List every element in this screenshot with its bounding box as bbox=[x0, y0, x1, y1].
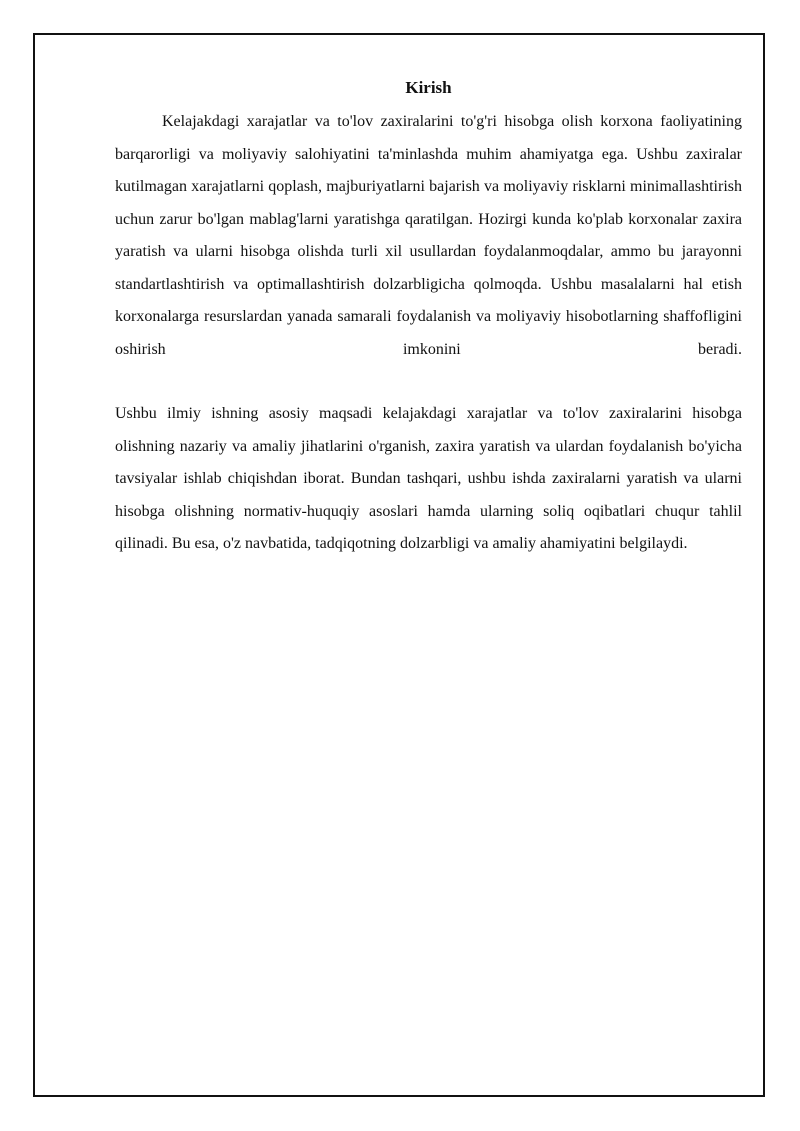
document-body bbox=[115, 74, 742, 561]
intro-paragraph-1: Kelajakdagi xarajatlar va to'lov zaxiralarini to'g'ri hisobga olish korxona faoliyatining barqarorligi va moliyaviy salohiyatini ta'minlashda muhim ahamiyatga ega. Ushbu zaxiralar kutilmagan xarajatlarni qoplash, majburiyatlarni bajarish va moliyaviy risklarni minimallashtirish uchun zarur bo'lgan mablag'larni yaratishga qaratilgan. Hozirgi kunda ko'plab korxonalar zaxira yaratish va ularni hisobga olishda turli xil usullardan foydalanmoqdalar, ammo bu jarayonni standartlashtirish va optimallashtirish dolzarbligicha qolmoqda. Ushbu masalalarni hal etish korxonalarga resurslardan yanada samarali foydalanish va moliyaviy hisobotlarning shaffofligini oshirish imkonini beradi. bbox=[115, 113, 742, 358]
intro-paragraph-2: Ushbu ilmiy ishning asosiy maqsadi kelajakdagi xarajatlar va to'lov zaxiralarini hisobga olishning nazariy va amaliy jihatlarini o'rganish, zaxira yaratish va ulardan foydalanish bo'yicha tavsiyalar ishlab chiqishdan iborat. Bundan tashqari, ushbu ishda zaxiralarni yaratish va ularni hisobga olishning normativ-huquqiy asoslari hamda ularning soliq oqibatlari chuqur tahlil qilinadi. Bu esa, o'z navbatida, tadqiqotning dolzarbligi va amaliy ahamiyatini belgilaydi. bbox=[115, 405, 742, 552]
document-title: Kirish bbox=[405, 78, 452, 97]
